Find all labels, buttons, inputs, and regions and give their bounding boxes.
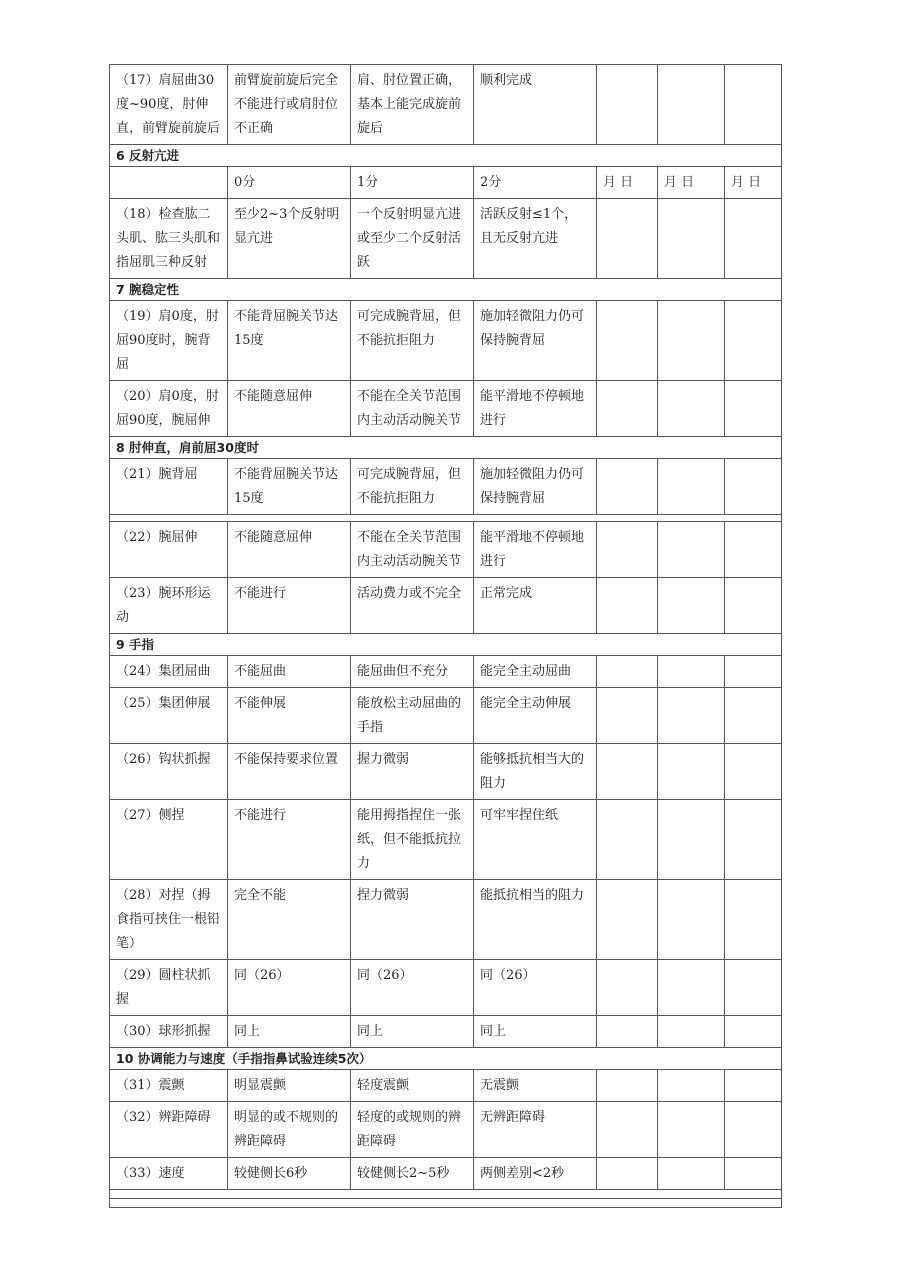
item-name-cell: （24）集团屈曲	[110, 656, 228, 688]
score-2-cell: 能抵抗相当的阻力	[474, 880, 597, 960]
item-name-cell: （18）检查肱二头肌、肱三头肌和指屈肌三种反射	[110, 199, 228, 279]
score-1-cell: 肩、肘位置正确，基本上能完成旋前旋后	[351, 65, 474, 145]
score-0-cell: 同（26）	[228, 960, 351, 1016]
date-score-cell	[658, 1016, 725, 1048]
score-1-cell: 同（26）	[351, 960, 474, 1016]
section-header-row	[110, 437, 782, 459]
empty-cell	[110, 1190, 782, 1199]
date-score-cell	[658, 459, 725, 515]
score-2-cell: 2分	[474, 167, 597, 199]
score-1-cell: 一个反射明显亢进或至少二个反射活跃	[351, 199, 474, 279]
score-0-cell: 不能随意屈伸	[228, 381, 351, 437]
date-score-cell	[725, 301, 782, 381]
score-1-cell: 捏力微弱	[351, 880, 474, 960]
footer-row	[110, 1199, 782, 1208]
table-row	[110, 1158, 782, 1190]
date-score-cell	[597, 688, 658, 744]
score-2-cell: 正常完成	[474, 578, 597, 634]
section-header-row	[110, 1048, 782, 1070]
score-0-cell: 不能屈曲	[228, 656, 351, 688]
score-0-cell: 明显震颤	[228, 1070, 351, 1102]
item-name-cell: （20）肩0度，肘屈90度，腕屈伸	[110, 381, 228, 437]
section-header-row	[110, 145, 782, 167]
item-name-cell	[110, 167, 228, 199]
date-score-cell	[725, 1102, 782, 1158]
table-row	[110, 1070, 782, 1102]
score-2-cell: 无辨距障碍	[474, 1102, 597, 1158]
date-score-cell	[725, 65, 782, 145]
date-score-cell	[658, 578, 725, 634]
score-2-cell: 两侧差别<2秒	[474, 1158, 597, 1190]
score-1-cell: 能屈曲但不充分	[351, 656, 474, 688]
date-score-cell	[725, 1158, 782, 1190]
score-2-cell: 能平滑地不停顿地进行	[474, 381, 597, 437]
score-1-cell: 能放松主动屈曲的手指	[351, 688, 474, 744]
score-2-cell: 活跃反射≤1个，且无反射亢进	[474, 199, 597, 279]
score-1-cell: 轻度震颤	[351, 1070, 474, 1102]
date-score-cell	[597, 1070, 658, 1102]
date-score-cell	[658, 522, 725, 578]
date-score-cell	[725, 381, 782, 437]
section-title: 10 协调能力与速度（手指指鼻试验连续5次）	[110, 1048, 782, 1070]
table-row	[110, 1102, 782, 1158]
date-header-cell: 月 日	[725, 167, 782, 199]
item-name-cell: （26）钩状抓握	[110, 744, 228, 800]
date-score-cell	[597, 522, 658, 578]
score-2-cell: 同上	[474, 1016, 597, 1048]
date-score-cell	[725, 800, 782, 880]
date-score-cell	[658, 381, 725, 437]
date-score-cell	[597, 1016, 658, 1048]
score-0-cell: 不能进行	[228, 578, 351, 634]
date-score-cell	[597, 800, 658, 880]
date-score-cell	[725, 744, 782, 800]
score-0-cell: 前臂旋前旋后完全不能进行或肩肘位不正确	[228, 65, 351, 145]
empty-cell	[110, 515, 782, 522]
section-header-row	[110, 279, 782, 301]
score-2-cell: 顺利完成	[474, 65, 597, 145]
score-2-cell: 施加轻微阻力仍可保持腕背屈	[474, 301, 597, 381]
date-score-cell	[658, 1070, 725, 1102]
item-name-cell: （27）侧捏	[110, 800, 228, 880]
date-score-cell	[725, 656, 782, 688]
date-score-cell	[725, 1016, 782, 1048]
date-score-cell	[597, 199, 658, 279]
date-score-cell	[725, 578, 782, 634]
item-name-cell: （28）对捏（拇食指可挟住一根铅笔）	[110, 880, 228, 960]
date-score-cell	[725, 522, 782, 578]
table-body	[110, 65, 782, 1208]
item-name-cell: （21）腕背屈	[110, 459, 228, 515]
score-0-cell: 不能进行	[228, 800, 351, 880]
item-name-cell: （33）速度	[110, 1158, 228, 1190]
score-2-cell: 能完全主动屈曲	[474, 656, 597, 688]
score-1-cell: 可完成腕背屈，但不能抗拒阻力	[351, 301, 474, 381]
date-header-cell: 月 日	[597, 167, 658, 199]
score-2-cell: 能平滑地不停顿地进行	[474, 522, 597, 578]
date-score-cell	[725, 688, 782, 744]
score-0-cell: 不能保持要求位置	[228, 744, 351, 800]
date-score-cell	[658, 65, 725, 145]
table-row	[110, 578, 782, 634]
section-title: 8 肘伸直，肩前屈30度时	[110, 437, 782, 459]
score-0-cell: 完全不能	[228, 880, 351, 960]
score-2-cell: 施加轻微阻力仍可保持腕背屈	[474, 459, 597, 515]
date-score-cell	[725, 960, 782, 1016]
score-1-cell: 可完成腕背屈，但不能抗拒阻力	[351, 459, 474, 515]
score-1-cell: 活动费力或不完全	[351, 578, 474, 634]
score-2-cell: 同（26）	[474, 960, 597, 1016]
date-score-cell	[597, 656, 658, 688]
score-1-cell: 能用拇指捏住一张纸，但不能抵抗拉力	[351, 800, 474, 880]
date-score-cell	[658, 744, 725, 800]
date-score-cell	[597, 880, 658, 960]
item-name-cell: （23）腕环形运动	[110, 578, 228, 634]
item-name-cell: （25）集团伸展	[110, 688, 228, 744]
date-score-cell	[658, 1102, 725, 1158]
score-2-cell: 能够抵抗相当大的阻力	[474, 744, 597, 800]
score-0-cell: 同上	[228, 1016, 351, 1048]
date-score-cell	[658, 656, 725, 688]
date-score-cell	[658, 199, 725, 279]
table-row	[110, 381, 782, 437]
date-score-cell	[658, 1158, 725, 1190]
table-row	[110, 459, 782, 515]
section-title: 6 反射亢进	[110, 145, 782, 167]
score-2-cell: 无震颤	[474, 1070, 597, 1102]
score-1-cell: 轻度的或规则的辨距障碍	[351, 1102, 474, 1158]
table-row	[110, 960, 782, 1016]
date-score-cell	[597, 459, 658, 515]
date-score-cell	[725, 199, 782, 279]
score-0-cell: 不能背屈腕关节达15度	[228, 301, 351, 381]
score-header-row	[110, 167, 782, 199]
table-row	[110, 301, 782, 381]
item-name-cell: （29）圆柱状抓握	[110, 960, 228, 1016]
section-title: 7 腕稳定性	[110, 279, 782, 301]
date-score-cell	[658, 301, 725, 381]
table-row	[110, 880, 782, 960]
table-row	[110, 744, 782, 800]
score-0-cell: 不能随意屈伸	[228, 522, 351, 578]
table-row	[110, 522, 782, 578]
spacer-row	[110, 515, 782, 522]
score-0-cell: 至少2~3个反射明显亢进	[228, 199, 351, 279]
date-score-cell	[597, 1102, 658, 1158]
section-title: 9 手指	[110, 634, 782, 656]
date-score-cell	[658, 960, 725, 1016]
date-score-cell	[725, 880, 782, 960]
empty-cell	[110, 1199, 782, 1208]
table-row	[110, 800, 782, 880]
section-header-row	[110, 634, 782, 656]
date-score-cell	[597, 381, 658, 437]
table-row	[110, 688, 782, 744]
score-2-cell: 可牢牢捏住纸	[474, 800, 597, 880]
score-1-cell: 同上	[351, 1016, 474, 1048]
score-0-cell: 0分	[228, 167, 351, 199]
score-0-cell: 明显的或不规则的辨距障碍	[228, 1102, 351, 1158]
date-score-cell	[658, 880, 725, 960]
date-score-cell	[597, 301, 658, 381]
table-row	[110, 656, 782, 688]
item-name-cell: （22）腕屈伸	[110, 522, 228, 578]
assessment-table	[109, 64, 782, 1208]
score-2-cell: 能完全主动伸展	[474, 688, 597, 744]
date-score-cell	[725, 1070, 782, 1102]
score-0-cell: 不能背屈腕关节达15度	[228, 459, 351, 515]
date-score-cell	[658, 688, 725, 744]
item-name-cell: （30）球形抓握	[110, 1016, 228, 1048]
score-1-cell: 握力微弱	[351, 744, 474, 800]
table-row	[110, 199, 782, 279]
date-score-cell	[597, 1158, 658, 1190]
score-1-cell: 1分	[351, 167, 474, 199]
date-score-cell	[597, 578, 658, 634]
date-score-cell	[658, 800, 725, 880]
score-1-cell: 较健侧长2~5秒	[351, 1158, 474, 1190]
date-score-cell	[597, 65, 658, 145]
score-1-cell: 不能在全关节范围内主动活动腕关节	[351, 381, 474, 437]
footer-row	[110, 1190, 782, 1199]
score-0-cell: 较健侧长6秒	[228, 1158, 351, 1190]
score-1-cell: 不能在全关节范围内主动活动腕关节	[351, 522, 474, 578]
table-row	[110, 65, 782, 145]
score-0-cell: 不能伸展	[228, 688, 351, 744]
date-score-cell	[597, 960, 658, 1016]
date-score-cell	[725, 459, 782, 515]
item-name-cell: （17）肩屈曲30度~90度，肘伸直，前臂旋前旋后	[110, 65, 228, 145]
date-score-cell	[597, 744, 658, 800]
item-name-cell: （31）震颤	[110, 1070, 228, 1102]
item-name-cell: （32）辨距障碍	[110, 1102, 228, 1158]
table-row	[110, 1016, 782, 1048]
date-header-cell: 月 日	[658, 167, 725, 199]
item-name-cell: （19）肩0度，肘屈90度时，腕背屈	[110, 301, 228, 381]
